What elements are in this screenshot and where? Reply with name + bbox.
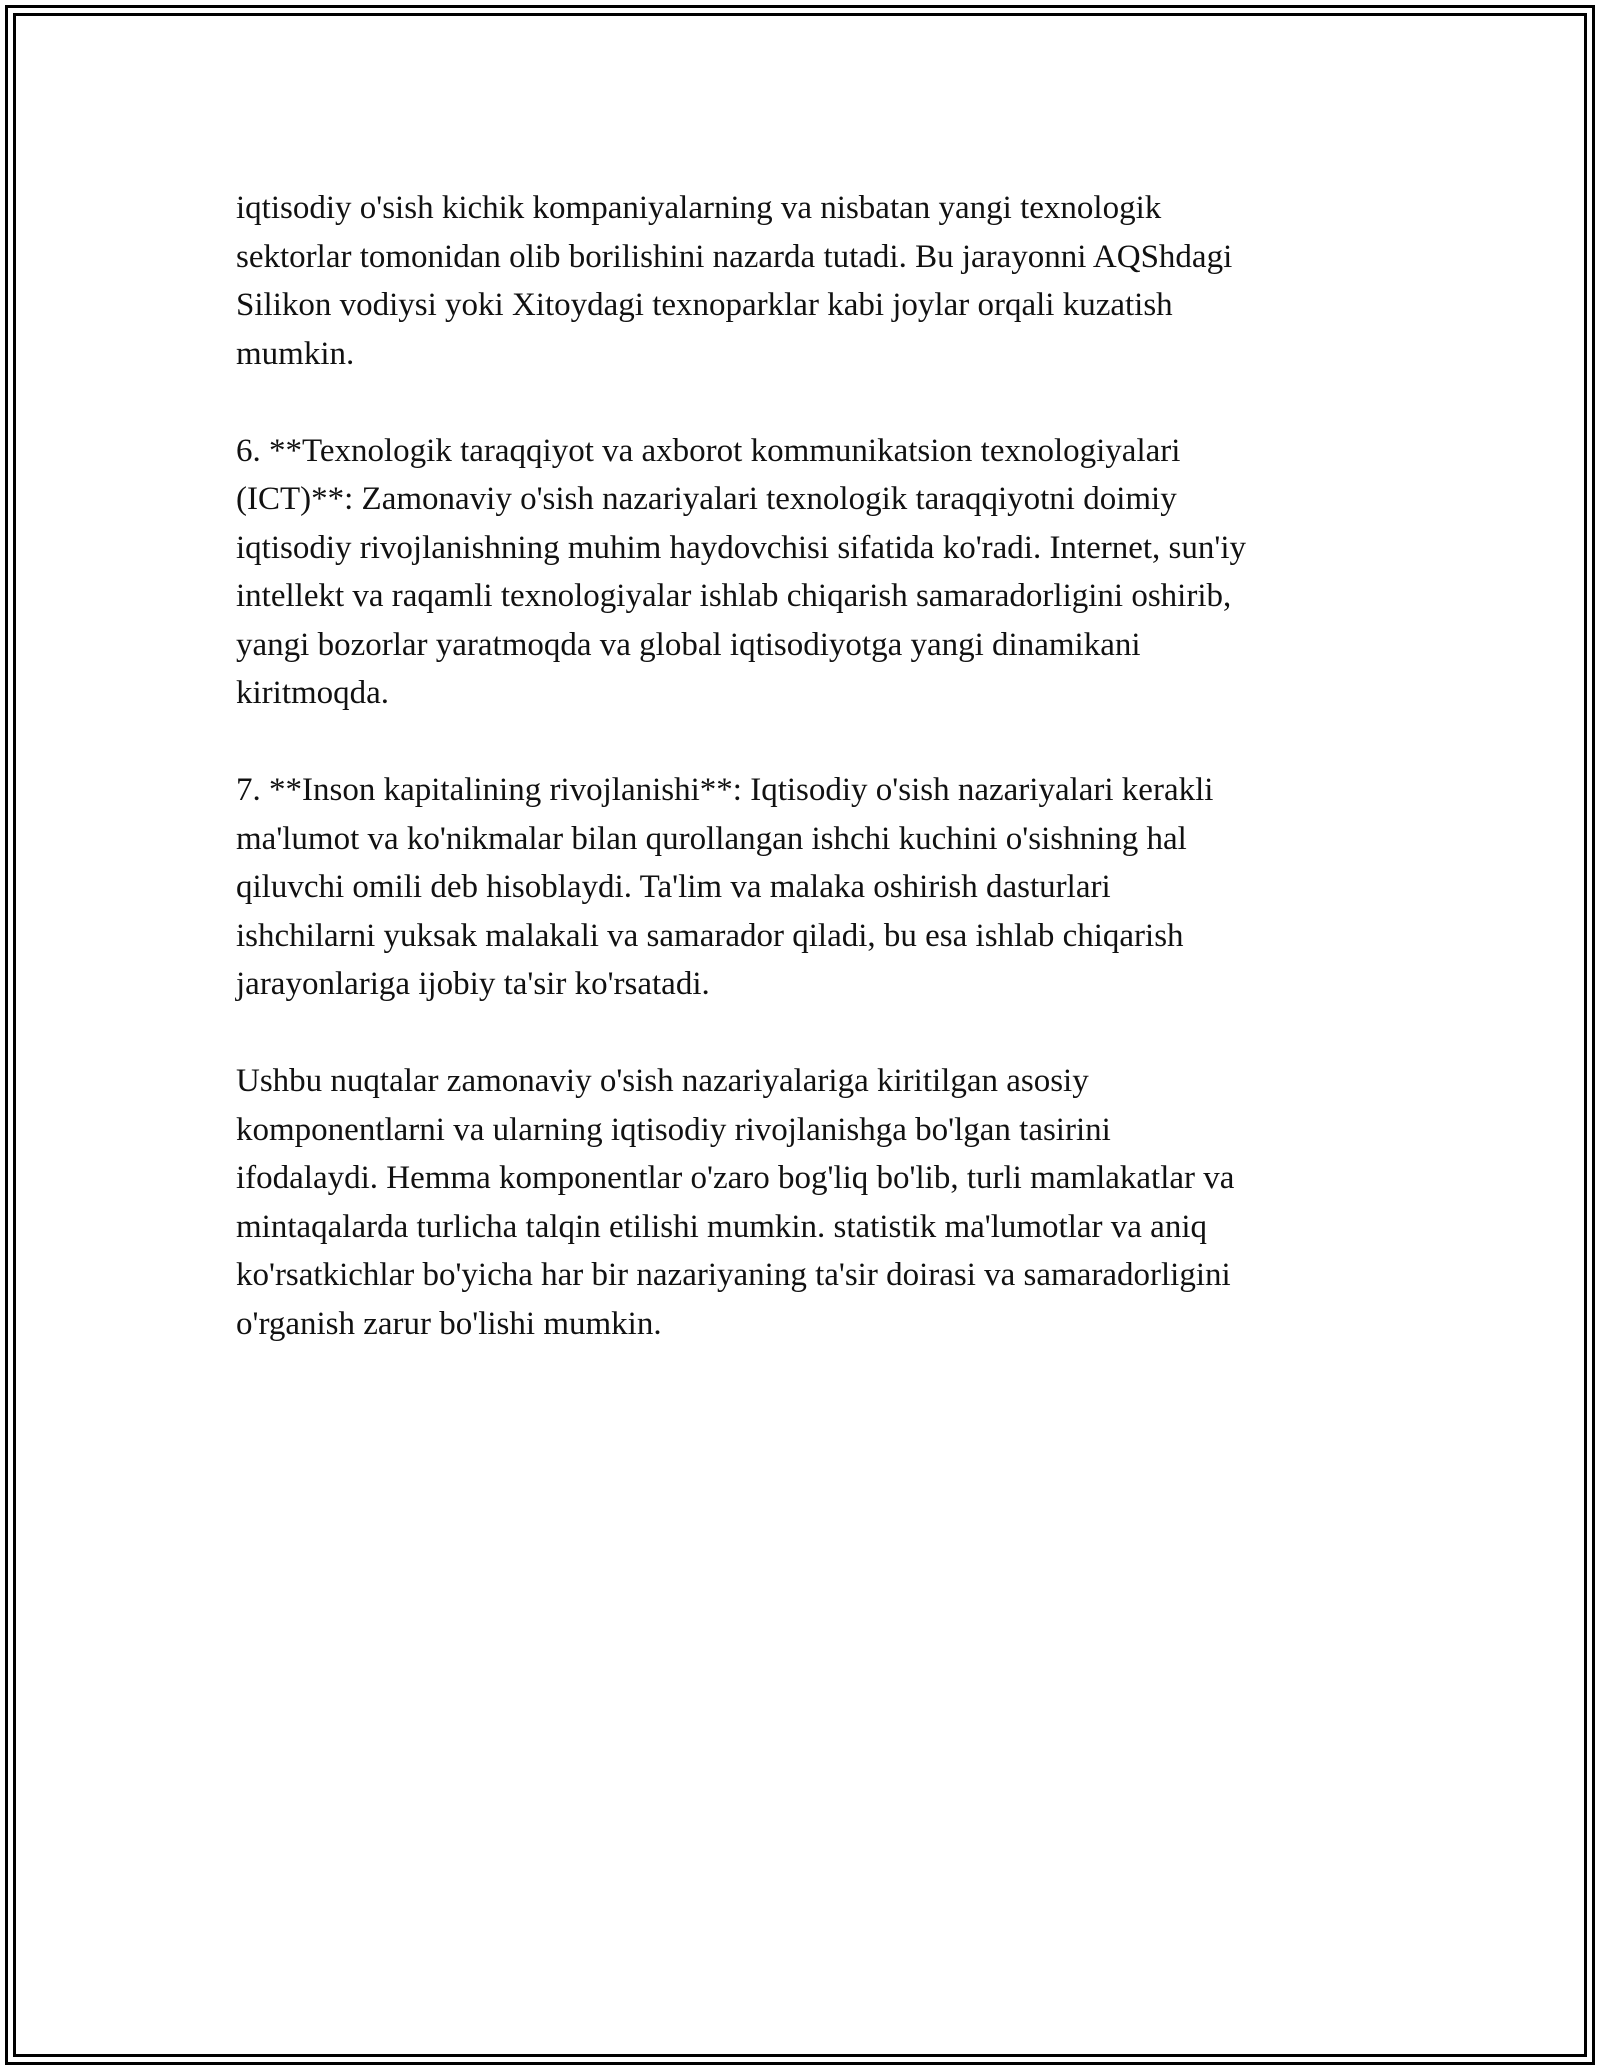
paragraph-item-6: 6. **Texnologik taraqqiyot va axborot kommunikatsion texnologiyalari (ICT)**: Zamonaviy o'sish nazariyalari texnologik taraqqiyotni doimiy iqtisodiy rivojlanishning muhim haydovchisi sifatida ko'radi. Internet, sun'iy intellekt va raqamli texnologiyalar ishlab chiqarish samaradorligini oshirib, yangi bozorlar yaratmoqda va global iqtisodiyotga yangi dinamikani kiritmoqda. [236, 432, 1247, 711]
paragraph-summary: Ushbu nuqtalar zamonaviy o'sish nazariyalariga kiritilgan asosiy komponentlarni va ularning iqtisodiy rivojlanishga bo'lgan tasirini ifodalaydi. Hemma komponentlar o'zaro bog'liq bo'lib, turli mamlakatlar va mintaqalarda turlicha talqin etilishi mumkin. statistik ma'lumotlar va aniq ko'rsatkichlar bo'yicha har bir nazariyaning ta'sir doirasi va samaradorligini o'rganish zarur bo'lishi mumkin. [236, 1063, 1235, 1342]
document-body [236, 184, 1366, 1397]
paragraph-item-7: 7. **Inson kapitalining rivojlanishi**: Iqtisodiy o'sish nazariyalari kerakli ma'lumot va ko'nikmalar bilan qurollangan ishchi kuchini o'sishning hal qiluvchi omili deb hisoblaydi. Ta'lim va malaka oshirish dasturlari ishchilarni yuksak malakali va samarador qiladi, bu esa ishlab chiqarish jarayonlariga ijobiy ta'sir ko'rsatadi. [236, 772, 1214, 1002]
paragraph-continuation: iqtisodiy o'sish kichik kompaniyalarning va nisbatan yangi texnologik sektorlar tomonidan olib borilishini nazarda tutadi. Bu jarayonni AQShdagi Silikon vodiysi yoki Xitoydagi texnoparklar kabi joylar orqali kuzatish mumkin. [236, 190, 1233, 372]
